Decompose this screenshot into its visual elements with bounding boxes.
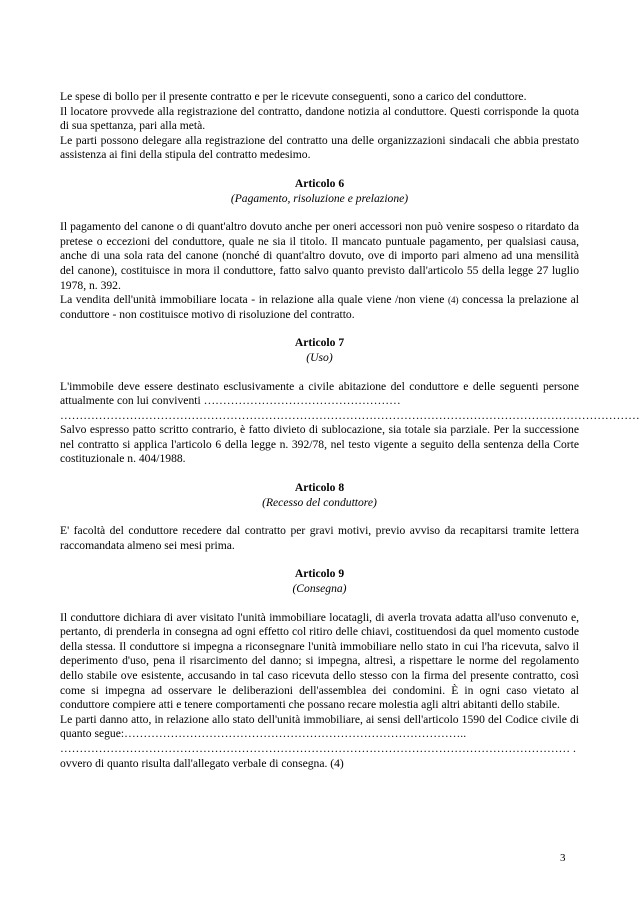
document-page <box>60 90 640 771</box>
article-8-heading <box>60 481 579 510</box>
article-7-paragraph-sublease: Salvo espresso patto scritto contrario, è fatto divieto di sublocazione, sia totale sia parziale. Per la successione nel contratto si applica l'articolo 6 della legge n. 392/78, nel testo vigente a seguito della sentenza della Corte costituzionale n. 404/1988. <box>60 423 579 466</box>
article-6-subtitle: (Pagamento, risoluzione e prelazione) <box>230 191 409 205</box>
article-9-title: Articolo 9 <box>294 567 345 581</box>
article-6-paragraph-payment: Il pagamento del canone o di quant'altro dovuto anche per oneri accessori non può venire sospeso o ritardato da pretese o eccezioni del conduttore, quale ne sia il titolo. Il mancato puntuale pagamento, per qualsiasi causa, anche di una sola rata del canone (nonché di quant'altro dovuto, ove di importo pari almeno ad una mensilità del canone), costituisce in mora il conduttore, fatto salvo quanto previsto dall'articolo 55 della legge 27 luglio 1978, n. 392. <box>60 220 579 292</box>
article-8-paragraph-withdrawal: E' facoltà del conduttore recedere dal contratto per gravi motivi, previo avviso da recapitarsi tramite lettera raccomandata almeno sei mesi prima. <box>60 524 579 552</box>
article-9-heading <box>60 567 579 596</box>
paragraph-stamp-duty: Le spese di bollo per il presente contratto e per le ricevute conseguenti, sono a carico del conduttore. <box>60 90 527 103</box>
page-number: 3 <box>560 852 566 864</box>
article-8-subtitle: (Recesso del conduttore) <box>262 495 377 509</box>
article-9-paragraph-report: ovvero di quanto risulta dall'allegato verbale di consegna. (4) <box>60 756 344 770</box>
article-7-subtitle: (Uso) <box>306 350 333 364</box>
article-9-paragraph-condition: Le parti danno atto, in relazione allo stato dell'unità immobiliare, ai sensi dell'articolo 1590 del Codice civile di quanto segue:…………………………………………………………………………….. <box>60 712 579 741</box>
footnote-ref: (4) <box>447 295 459 306</box>
article-6-paragraph-sale <box>60 293 579 322</box>
article-9-subtitle: (Consegna) <box>292 582 347 596</box>
paragraph-registration: Il locatore provvede alla registrazione del contratto, dandone notizia al conduttore. Questi corrisponde la quota di sua spettanza, pari alla metà. <box>60 104 579 133</box>
article-7-paragraph-use: L'immobile deve essere destinato esclusivamente a civile abitazione del conduttore e delle seguenti persone attualmente con lui conviventi …………………………………………… <box>60 379 579 408</box>
article-9-paragraph-delivery: Il conduttore dichiara di aver visitato l'unità immobiliare locatagli, di averla trovata adatta all'uso convenuto e, pertanto, di prenderla in consegna ad ogni effetto col ritiro delle chiavi, costituendosi da quel momento custode della stessa. Il conduttore si impegna a riconsegnare l'unità immobiliare nello stato in cui l'ha ricevuta, salvo il deperimento d'uso, pena il risarcimento del danno; si impegna, altresì, a rispettare le norme del regolamento dello stabile ove esistente, accusando in tal caso ricevuta dello stesso con la firma del presente contratto, così come si impegna ad osservare le deliberazioni dell'assemblea dei condomini. È in ogni caso vietato al conduttore compiere atti e tenere comportamenti che possano recare molestia agli altri abitanti dello stabile. <box>60 610 579 712</box>
article-8-title: Articolo 8 <box>294 481 345 495</box>
article-7-heading <box>60 336 579 365</box>
article-9-dotted-line: …………………………………………………………………………………………………………………… . <box>60 741 576 755</box>
article-6-heading <box>60 177 579 206</box>
article-6-sale-text-a: La vendita dell'unità immobiliare locata - in relazione alla quale viene /non viene <box>60 293 448 307</box>
paragraph-delegation: Le parti possono delegare alla registrazione del contratto una delle organizzazioni sindacali che abbia prestato assistenza ai fini della stipula del contratto medesimo. <box>60 133 579 162</box>
article-7-title: Articolo 7 <box>294 336 345 350</box>
article-7-dotted-line: …………………………………………………………………………………………………………………………………… <box>60 408 640 422</box>
article-6-sale-text-b: concessa la prelazione al conduttore - non costituisce motivo di risoluzione del contratto. <box>60 293 579 321</box>
article-6-title: Articolo 6 <box>294 176 345 190</box>
